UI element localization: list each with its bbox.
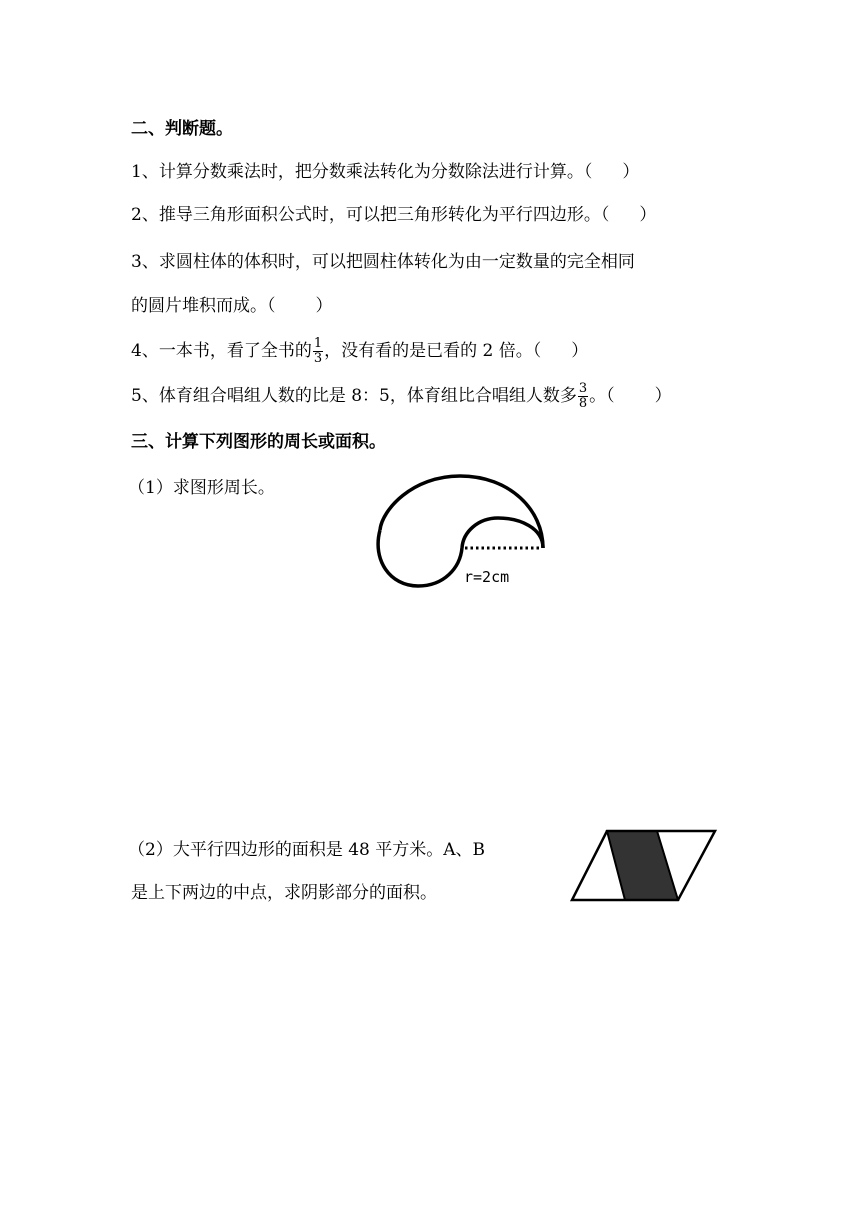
- question-3-line-1: 3、求圆柱体的体积时，可以把圆柱体转化为由一定数量的完全相同: [131, 252, 635, 272]
- large-semicircle-arc: [380, 476, 543, 548]
- question-1-text: 1、计算分数乘法时，把分数乘法转化为分数除法进行计算。（: [131, 162, 593, 182]
- question-2: [131, 203, 656, 227]
- question-1: [131, 160, 639, 184]
- question-3-close: ）: [315, 296, 333, 316]
- question-1-close: ）: [622, 162, 640, 182]
- shaded-parallelogram: [607, 831, 678, 900]
- bottom-left-arc: [378, 530, 462, 586]
- fraction-numerator: 1: [313, 336, 323, 351]
- parallelogram-figure: [568, 826, 720, 904]
- question-5-after: 。（: [589, 386, 615, 406]
- small-semicircle-arc: [462, 518, 543, 548]
- section-3-title: 三、计算下列图形的周长或面积。: [131, 432, 386, 452]
- question-5: [131, 382, 672, 411]
- radius-label: r=2cm: [464, 568, 510, 586]
- fraction-denominator: 8: [578, 396, 588, 411]
- question-4: [131, 337, 588, 366]
- question-3-line-2: [131, 294, 333, 318]
- question-2-close: ）: [639, 205, 657, 225]
- question-3-text: 的圆片堆积而成。（: [131, 296, 276, 316]
- problem-2-line-1: （2）大平行四边形的面积是 48 平方米。A、B: [128, 840, 486, 860]
- question-5-close: ）: [654, 386, 672, 406]
- problem-1-text: （1）求图形周长。: [128, 478, 275, 498]
- fraction-denominator: 3: [313, 351, 323, 366]
- question-4-after: ，没有看的是已看的 2 倍。（: [324, 341, 542, 361]
- question-4-close: ）: [571, 341, 589, 361]
- problem-2-line-2: 是上下两边的中点，求阴影部分的面积。: [131, 883, 437, 903]
- question-4-before: 4、一本书，看了全书的: [131, 341, 312, 361]
- fraction-one-third: [313, 337, 323, 366]
- fraction-three-eighths: [578, 382, 588, 411]
- perimeter-figure: [370, 470, 560, 590]
- section-2-title: 二、判断题。: [131, 119, 233, 139]
- question-5-before: 5、体育组合唱组人数的比是 8：5，体育组比合唱组人数多: [131, 386, 577, 406]
- question-2-text: 2、推导三角形面积公式时，可以把三角形转化为平行四边形。（: [131, 205, 610, 225]
- fraction-numerator: 3: [578, 381, 588, 396]
